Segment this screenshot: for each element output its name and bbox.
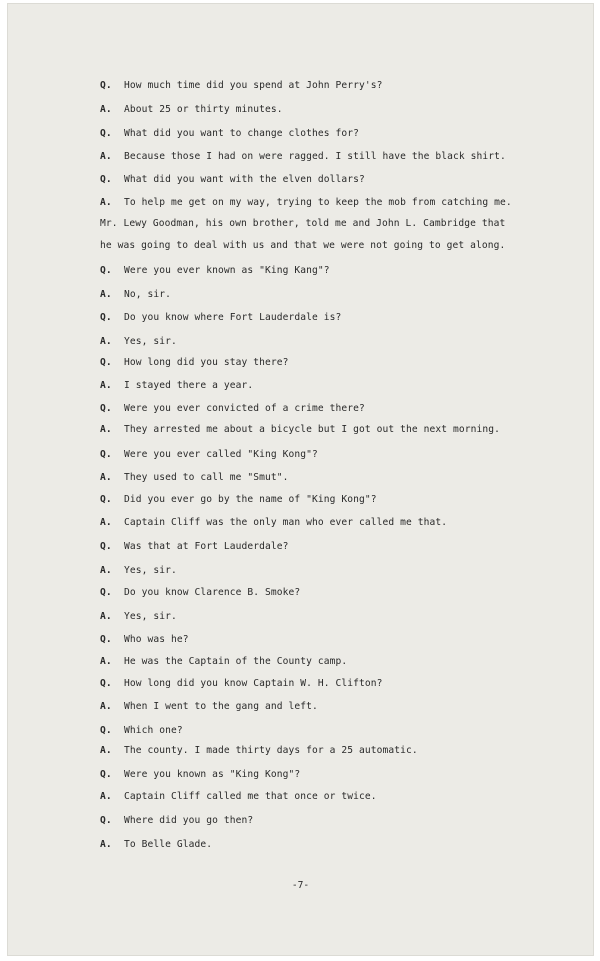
question-line [100,725,183,737]
speaker-label: A. [100,472,112,483]
line-text: No, sir. [124,289,172,300]
answer-line [100,517,447,529]
question-line [100,403,365,415]
speaker-label: Q. [100,678,112,689]
answer-line [100,839,212,851]
line-text: He was the Captain of the County camp. [124,656,348,667]
line-text: Do you know where Fort Lauderdale is? [124,312,342,323]
answer-line [100,197,512,209]
line-text: Was that at Fort Lauderdale? [124,541,289,552]
question-line [100,128,359,140]
question-line [100,634,189,646]
question-line [100,449,318,461]
answer-line [100,656,347,668]
continuation-line [100,240,505,252]
line-text: Were you ever convicted of a crime there? [124,403,365,414]
answer-line [100,424,500,436]
speaker-label: Q. [100,769,112,780]
line-text: What did you want to change clothes for? [124,128,360,139]
line-text: They arrested me about a bicycle but I got out the next morning. [124,424,501,435]
speaker-label: A. [100,565,112,576]
speaker-label: A. [100,701,112,712]
speaker-label: A. [100,336,112,347]
question-line [100,80,383,92]
question-line [100,815,253,827]
answer-line [100,611,177,623]
speaker-label: Q. [100,449,112,460]
line-text: Yes, sir. [124,336,177,347]
speaker-label: A. [100,424,112,435]
speaker-label: A. [100,791,112,802]
speaker-label: A. [100,104,112,115]
speaker-label: Q. [100,174,112,185]
answer-line [100,336,177,348]
answer-line [100,380,253,392]
question-line [100,357,289,369]
line-text: I stayed there a year. [124,380,254,391]
speaker-label: Q. [100,494,112,505]
answer-line [100,289,171,301]
speaker-label: Q. [100,725,112,736]
line-text: Were you ever known as "King Kang"? [124,265,330,276]
speaker-label: A. [100,380,112,391]
line-text: About 25 or thirty minutes. [124,104,283,115]
line-text: To Belle Glade. [124,839,213,850]
line-text: Captain Cliff was the only man who ever called me that. [124,517,448,528]
line-text: To help me get on my way, trying to keep the mob from catching me. [124,197,512,208]
page-number: -7- [291,880,310,891]
line-text: Which one? [124,725,183,736]
speaker-label: A. [100,745,112,756]
speaker-label: A. [100,517,112,528]
question-line [100,265,330,277]
speaker-label: A. [100,611,112,622]
line-text: Yes, sir. [124,565,177,576]
line-text: Do you know Clarence B. Smoke? [124,587,301,598]
question-line [100,678,383,690]
line-text: Yes, sir. [124,611,177,622]
speaker-label: A. [100,197,112,208]
question-line [100,587,300,599]
speaker-label: Q. [100,265,112,276]
speaker-label: Q. [100,128,112,139]
speaker-label: Q. [100,403,112,414]
speaker-label: A. [100,289,112,300]
answer-line [100,745,418,757]
question-line [100,541,289,553]
line-text: They used to call me "Smut". [124,472,289,483]
speaker-label: A. [100,839,112,850]
question-line [100,494,377,506]
answer-line [100,151,506,163]
line-text: The county. I made thirty days for a 25 automatic. [124,745,418,756]
speaker-label: Q. [100,587,112,598]
line-text: Were you known as "King Kong"? [124,769,301,780]
line-text: How long did you stay there? [124,357,289,368]
line-text: Because those I had on were ragged. I still have the black shirt. [124,151,506,162]
line-text: Mr. Lewy Goodman, his own brother, told me and John L. Cambridge that [100,218,506,229]
speaker-label: Q. [100,312,112,323]
speaker-label: Q. [100,541,112,552]
speaker-label: Q. [100,815,112,826]
answer-line [100,701,318,713]
answer-line [100,565,177,577]
answer-line [100,791,377,803]
answer-line [100,104,283,116]
line-text: he was going to deal with us and that we were not going to get along. [100,240,506,251]
speaker-label: Q. [100,80,112,91]
answer-line [100,472,289,484]
line-text: How much time did you spend at John Perry's? [124,80,383,91]
continuation-line [100,218,505,230]
document-page [8,4,593,955]
line-text: Did you ever go by the name of "King Kong"? [124,494,377,505]
question-line [100,312,341,324]
speaker-label: Q. [100,634,112,645]
line-text: When I went to the gang and left. [124,701,318,712]
line-text: Were you ever called "King Kong"? [124,449,318,460]
line-text: Where did you go then? [124,815,254,826]
line-text: What did you want with the elven dollars? [124,174,365,185]
speaker-label: Q. [100,357,112,368]
speaker-label: A. [100,151,112,162]
line-text: Captain Cliff called me that once or twice. [124,791,377,802]
line-text: Who was he? [124,634,189,645]
question-line [100,174,365,186]
question-line [100,769,300,781]
line-text: How long did you know Captain W. H. Clifton? [124,678,383,689]
speaker-label: A. [100,656,112,667]
